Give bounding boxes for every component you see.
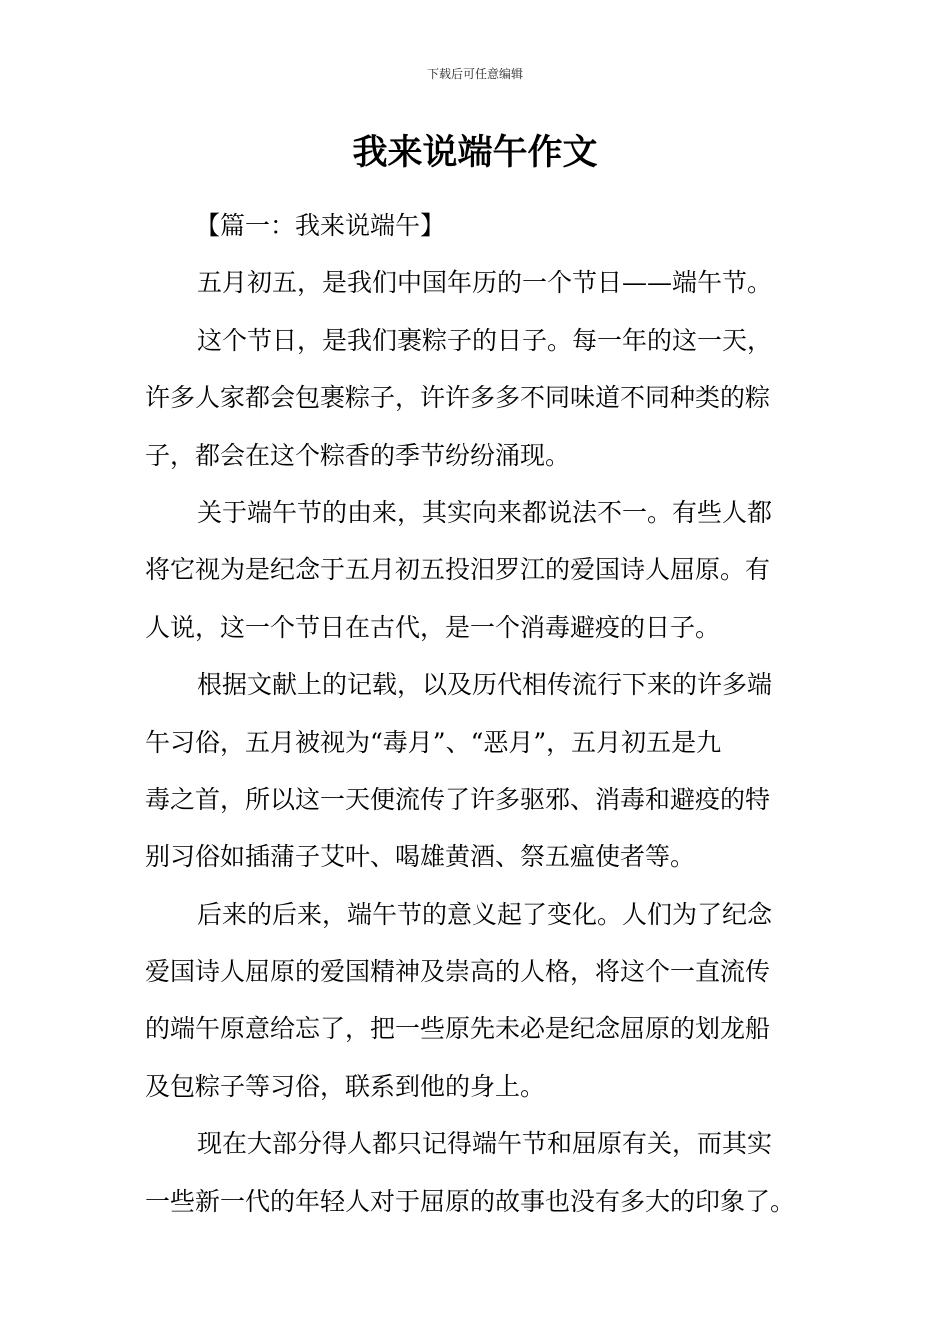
paragraph-line: 子，都会在这个粽香的季节纷纷涌现。 [145,440,571,470]
document-body [145,197,810,1230]
paragraph-line: 及包粽子等习俗，联系到他的身上。 [145,1071,546,1101]
paragraph-line: 别习俗如插蒲子艾叶、喝雄黄酒、祭五瘟使者等。 [145,842,696,872]
paragraph-line: 人说，这一个节日在古代，是一个消毒避疫的日子。 [145,612,721,642]
paragraph-line: 将它视为是纪念于五月初五投汨罗江的爱国诗人屈原。有 [145,555,771,585]
header-note: 下载后可任意编辑 [426,67,523,81]
paragraph-line: 后来的后来，端午节的意义起了变化。人们为了纪念 [197,899,773,929]
paragraph-line: 这个节日，是我们裹粽子的日子。每一年的这一天， [197,325,773,355]
paragraph-line: 五月初五，是我们中国年历的一个节日——端午节。 [197,268,773,298]
paragraph-line: 的端午原意给忘了，把一些原先未必是纪念屈原的划龙船 [145,1014,771,1044]
paragraph-line: 关于端午节的由来，其实向来都说法不一。有些人都 [197,497,773,527]
paragraph-line: 现在大部分得人都只记得端午节和屈原有关，而其实 [197,1129,773,1159]
paragraph-line: 午习俗，五月被视为“毒月”、“恶月”，五月初五是九 [145,727,722,757]
paragraph-line: 毒之首，所以这一天便流传了许多驱邪、消毒和避疫的特 [145,784,771,814]
paragraph-line: 许多人家都会包裹粽子，许许多多不同味道不同种类的粽 [145,383,771,413]
paragraph-line: 爱国诗人屈原的爱国精神及崇高的人格，将这个一直流传 [145,957,771,987]
paragraph-line: 一些新一代的年轻人对于屈原的故事也没有多大的印象了。 [145,1186,796,1216]
section-heading: 【篇一：我来说端午】 [195,211,446,240]
document-title: 我来说端午作文 [352,133,598,173]
paragraph-line: 根据文献上的记载，以及历代相传流行下来的许多端 [197,670,773,700]
